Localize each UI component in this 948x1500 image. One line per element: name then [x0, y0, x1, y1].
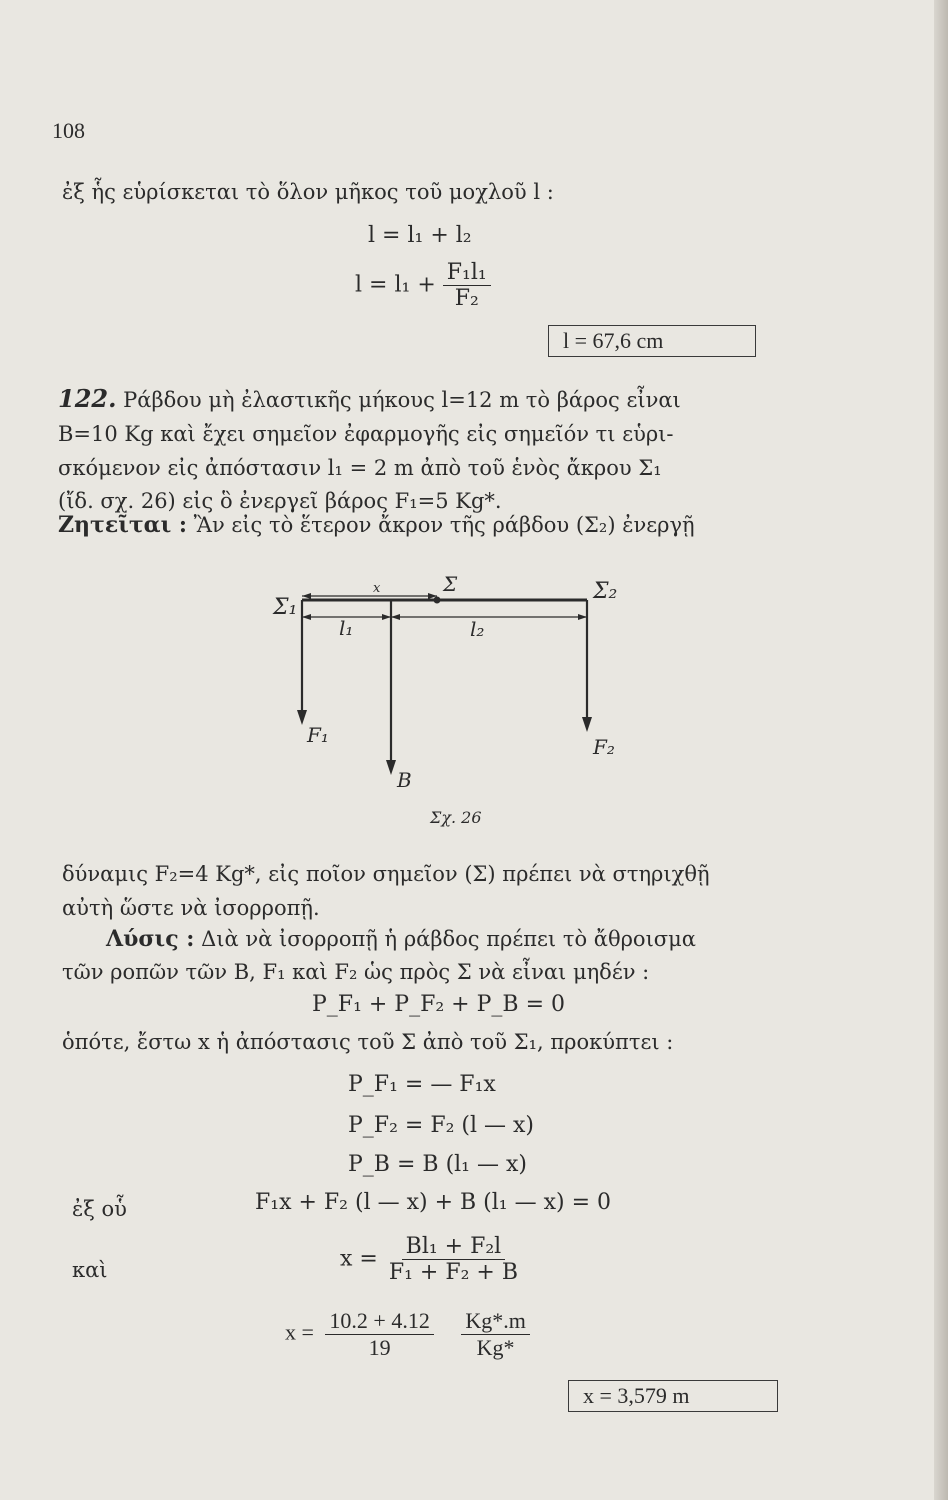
- l1-arrow-right: [382, 614, 391, 620]
- page-number: 108: [52, 118, 85, 143]
- figure-caption: Σχ. 26: [430, 808, 482, 827]
- label-f2: F₂: [593, 735, 615, 759]
- moment-eq-1-lhs: P_F₁: [348, 1072, 398, 1097]
- solution-line-2: τῶν ροπῶν τῶν B, F₁ καὶ F₂ ὡς πρὸς Σ νὰ εἶναι μηδέν :: [62, 960, 650, 984]
- eq-l-frac-lhs: l: [355, 272, 363, 298]
- problem-ask: [58, 512, 695, 538]
- eq-x-unit-num: Kg*.m: [461, 1308, 530, 1335]
- ask-label: Ζητεῖται :: [58, 512, 188, 538]
- lever-figure: [255, 570, 645, 840]
- eq-x: [340, 1234, 522, 1285]
- support-point: [434, 597, 441, 604]
- problem-line-1: [58, 384, 681, 413]
- continuation-line-1: δύναμις F₂=4 Kg*, εἰς ποῖον σημεῖον (Σ) πρέπει νὰ στηριχθῇ: [62, 862, 710, 886]
- moment-eq-3-lhs: P_B: [348, 1152, 390, 1177]
- result-box-2: x = 3,579 m: [568, 1380, 778, 1412]
- eq-x-lhs: x =: [340, 1246, 378, 1272]
- kai-label: καὶ: [72, 1258, 108, 1282]
- problem-number: 122.: [58, 384, 117, 413]
- label-s2: Σ₂: [593, 579, 618, 604]
- problem-line-2: B=10 Kg καὶ ἔχει σημεῖον ἐφαρμογῆς εἰς σημεῖόν τι εὑρι-: [58, 422, 674, 446]
- problem-line-4: (ἴδ. σχ. 26) εἰς ὃ ἐνεργεῖ βάρος F₁=5 Kg*.: [58, 489, 502, 513]
- label-b: B: [397, 768, 412, 792]
- eq-l-sum-rhs: l₁ + l₂: [407, 223, 472, 248]
- label-l1: l₁: [339, 616, 354, 640]
- eq-l-frac: l = l₁ + $\frac{\text{F₁l₁}}{\text{F₂}}$: [355, 260, 491, 311]
- eq-x-fraction: [385, 1234, 522, 1285]
- continuation-line-2: αὐτὴ ὥστε νὰ ἰσορροπῇ.: [62, 896, 320, 920]
- l2-arrow-right: [578, 614, 587, 620]
- ex-ou-label: ἐξ οὗ: [72, 1197, 127, 1221]
- label-s1: Σ₁: [273, 595, 298, 620]
- eq-x-numeric-den: 19: [368, 1335, 391, 1360]
- eq-l-frac-lead: l₁ +: [394, 272, 436, 298]
- intro-line: ἐξ ἧς εὑρίσκεται τὸ ὅλον μῆκος τοῦ μοχλοῦ l :: [62, 180, 554, 204]
- solution-text-1: Διὰ νὰ ἰσορροπῇ ἡ ράβδος πρέπει τὸ ἄθροισμα: [201, 927, 696, 951]
- label-l2: l₂: [470, 617, 485, 641]
- eq-l-sum: l = l₁ + l₂: [368, 223, 472, 248]
- eq-x-unit-fraction: [461, 1308, 530, 1361]
- x-arrow-left: [302, 593, 311, 599]
- opote-line: ὁπότε, ἔστω x ἡ ἀπόστασις τοῦ Σ ἀπὸ τοῦ Σ₁, προκύπτει :: [62, 1030, 674, 1054]
- ask-text: Ἂν εἰς τὸ ἕτερον ἄκρον τῆς ράβδου (Σ₂) ἐνεργῇ: [193, 513, 695, 537]
- moment-eq-2-rhs: F₂ (l — x): [430, 1113, 534, 1138]
- l2-arrow-left: [391, 614, 400, 620]
- label-f1: F₁: [307, 723, 329, 747]
- eq-x-denominator: F₁ + F₂ + B: [388, 1260, 519, 1285]
- denominator: F₂: [454, 286, 479, 311]
- numerator: F₁l₁: [443, 260, 491, 286]
- moment-eq-3: P_B = B (l₁ — x): [348, 1152, 527, 1177]
- eq-l-sum-lhs: l: [368, 223, 376, 248]
- problem-text-1: Ράβδου μὴ ἐλαστικῆς μήκους l=12 m τὸ βάρος εἶναι: [123, 388, 681, 412]
- moment-eq-1-rhs: — F₁x: [430, 1072, 496, 1097]
- solution-line-1: [106, 926, 696, 952]
- moment-eq-2-lhs: P_F₂: [348, 1113, 398, 1138]
- eq-x-numeric: [285, 1308, 530, 1361]
- eq-x-unit-den: Kg*: [476, 1335, 515, 1360]
- moment-eq-1: P_F₁ = — F₁x: [348, 1072, 496, 1097]
- eq-x-numeric-fraction: [325, 1308, 433, 1361]
- fraction: [443, 260, 491, 311]
- result-box-1: l = 67,6 cm: [548, 325, 756, 357]
- f2-arrowhead: [582, 717, 592, 732]
- b-arrowhead: [386, 760, 396, 775]
- l1-arrow-left: [302, 614, 311, 620]
- moment-eq-3-rhs: B (l₁ — x): [422, 1152, 527, 1177]
- label-x: x: [373, 581, 381, 596]
- page-edge: [934, 0, 948, 1500]
- eq-moments: P_F₁ + P_F₂ + P_B = 0: [312, 992, 565, 1017]
- eq-x-numeric-num: 10.2 + 4.12: [325, 1308, 433, 1335]
- problem-line-3: σκόμενον εἰς ἀπόστασιν l₁ = 2 m ἀπὸ τοῦ ἑνὸς ἄκρου Σ₁: [58, 456, 662, 480]
- eq-sum: F₁x + F₂ (l — x) + B (l₁ — x) = 0: [255, 1190, 611, 1215]
- moment-eq-2: P_F₂ = F₂ (l — x): [348, 1113, 534, 1138]
- eq-x-numeric-lhs: x =: [285, 1319, 314, 1345]
- eq-x-numerator: Bl₁ + F₂l: [402, 1234, 506, 1260]
- solution-label: Λύσις :: [106, 926, 195, 952]
- label-s: Σ: [443, 572, 458, 596]
- f1-arrowhead: [297, 710, 307, 725]
